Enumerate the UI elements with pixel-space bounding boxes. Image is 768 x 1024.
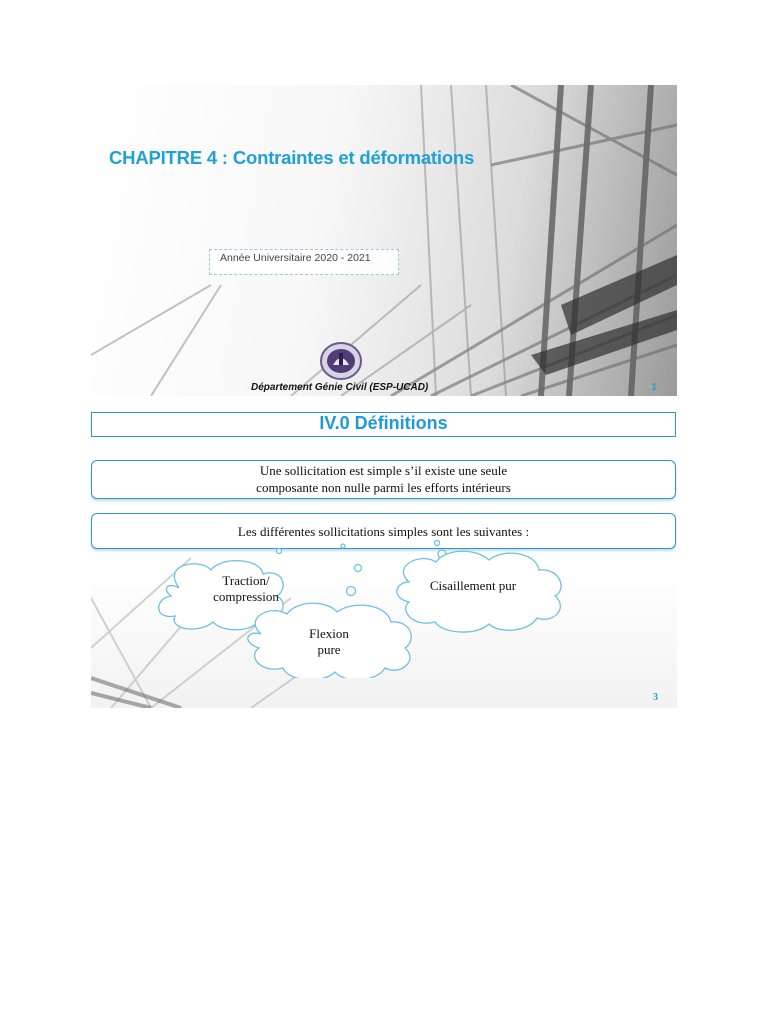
cloud-label-traction xyxy=(191,573,301,605)
slide-1 xyxy=(91,85,677,396)
cloud-label-cisaillement xyxy=(403,578,543,594)
page-number: 3 xyxy=(653,692,658,703)
definition-box xyxy=(91,460,676,499)
section-heading-bar xyxy=(91,412,676,437)
department-label: Département Génie Civil (ESP-UCAD) xyxy=(251,382,429,393)
thought-clouds xyxy=(91,538,677,678)
cloud-label-line: pure xyxy=(317,642,341,657)
slide-title: CHAPITRE 4 : Contraintes et déformations xyxy=(109,147,475,168)
cloud-label-line: Flexion xyxy=(309,626,349,641)
thought-bubble-dot xyxy=(347,587,356,596)
definition-line-2: composante non nulle parmi les efforts intérieurs xyxy=(256,480,511,495)
academic-year-box: Année Universitaire 2020 - 2021 xyxy=(209,249,399,275)
page-number: 1 xyxy=(651,382,657,393)
section-heading: IV.0 Définitions xyxy=(319,413,448,433)
building-background xyxy=(91,85,677,396)
thought-bubble-dot xyxy=(355,565,362,572)
thought-bubble-dot xyxy=(341,544,345,548)
slide-2 xyxy=(91,398,677,708)
cloud-label-flexion xyxy=(279,626,379,658)
cloud-label-line: Traction/ xyxy=(222,573,270,588)
list-intro-text: Les différentes sollicitations simples sont les suivantes : xyxy=(237,524,530,539)
thought-bubble-dot xyxy=(277,549,282,554)
thought-bubble-dot xyxy=(435,541,440,546)
cloud-label-line: Cisaillement pur xyxy=(429,578,517,593)
cloud-label-line: compression xyxy=(213,589,279,604)
university-logo xyxy=(319,341,363,381)
definition-line-1: Une sollicitation est simple s’il existe une seule xyxy=(259,463,508,478)
